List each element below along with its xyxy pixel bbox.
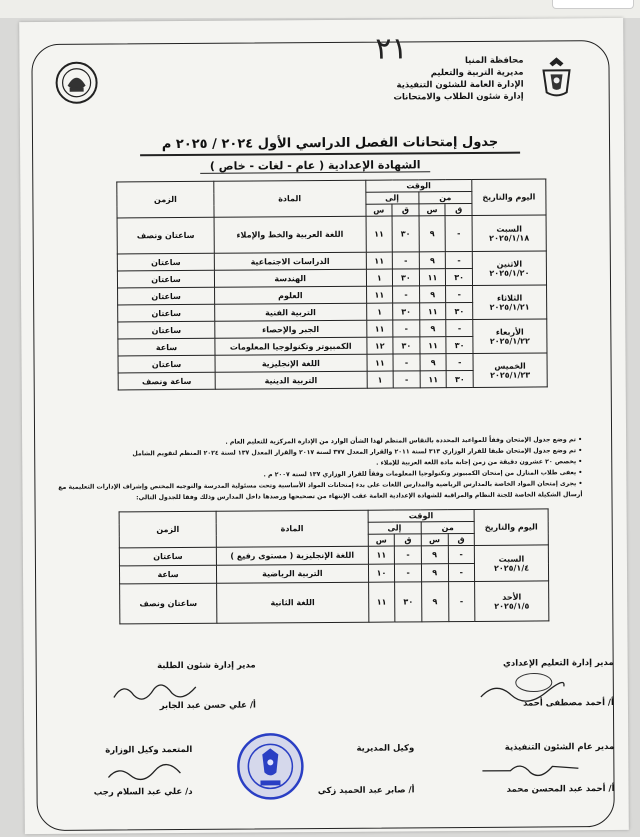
handwritten-signature-icon (110, 677, 200, 708)
from-minute-cell: ٣٠ (446, 370, 473, 387)
note-item: • يخصص ٢٠ عشرون دقيقة من زمن إجابة مادة اللغة العربية للإملاء . (376, 458, 583, 467)
date-label: ٢٠٢٥/١/٢٢ (489, 336, 530, 346)
from-hour-cell: ١١ (419, 303, 446, 320)
from-minute-cell: ٣٠ (446, 336, 473, 353)
col-header-q: ق (445, 203, 472, 215)
from-hour-cell: ٩ (419, 216, 446, 252)
signature-directorate-deputy (318, 741, 415, 798)
document-page (19, 18, 629, 834)
subject-cell: اللغة الثانية (217, 582, 369, 623)
subject-cell: العلوم (215, 286, 367, 304)
corner-button[interactable] (552, 0, 634, 9)
subject-cell: اللغة العربية والخط والإملاء (214, 216, 366, 253)
duration-cell: ساعتان (118, 321, 215, 339)
col-header-day-date: اليوم والتاريخ (472, 179, 546, 216)
from-hour-cell: ٩ (420, 354, 447, 371)
duration-cell: ساعة (118, 338, 215, 356)
from-minute-cell: - (446, 319, 473, 336)
handwritten-page-number: ٢١ (375, 31, 408, 67)
to-minute-cell: - (395, 564, 422, 582)
from-minute-cell: - (445, 215, 472, 251)
to-minute-cell: - (393, 286, 420, 303)
signature-title: مدير إدارة التعليم الإعدادي (502, 657, 614, 669)
from-minute-cell: - (448, 545, 475, 563)
day-date-cell (475, 581, 549, 622)
date-label: ٢٠٢٥/١/٥ (494, 601, 530, 611)
day-date-cell (473, 319, 547, 354)
subject-cell: الجبر والإحصاء (215, 320, 367, 338)
day-date-cell (474, 545, 548, 582)
duration-cell: ساعة ونصف (118, 372, 215, 390)
to-minute-cell: - (395, 546, 422, 564)
col-header-s: س (419, 204, 446, 216)
from-minute-cell: - (446, 251, 473, 268)
subject-cell: التربية الفنية (215, 303, 367, 321)
duration-cell: ساعة (119, 565, 216, 584)
subject-cell: الكمبيوتر وتكنولوجيا المعلومات (215, 337, 367, 355)
to-hour-cell: ١١ (366, 286, 393, 303)
day-label: الأربعاء (495, 327, 524, 337)
col-header-s: س (368, 534, 395, 546)
to-minute-cell: ٣٠ (393, 269, 420, 286)
official-stamp-icon (236, 732, 304, 800)
handwritten-signature-icon (476, 668, 566, 705)
note-item: • تم وضع جدول الإمتحان طبقا للقرار الوزاري ٣١٣ لسنة ٢٠١١ والقرار المعدل ٣٧٧ لسنة ٢٠١٧ والقرار المعدل ١٣٧ لسنة ٢٠٢٤ المنظم لتقويم الشامل (132, 447, 583, 458)
from-minute-cell: - (446, 285, 473, 302)
from-minute-cell: - (448, 581, 475, 621)
to-minute-cell: ٣٠ (393, 303, 420, 320)
col-header-duration: الزمن (119, 511, 216, 548)
duration-cell: ساعتان (118, 355, 215, 373)
col-header-duration: الزمن (117, 181, 214, 218)
to-hour-cell: ١١ (366, 216, 393, 252)
day-date-cell (473, 353, 547, 388)
signature-title: وكيل المديرية (356, 743, 415, 754)
day-date-cell (472, 251, 546, 286)
to-minute-cell: - (393, 371, 420, 388)
day-label: السبت (498, 554, 525, 564)
date-label: ٢٠٢٥/١/٢٣ (490, 370, 531, 380)
subject-cell: التربية الدينية (215, 371, 367, 389)
subject-cell: اللغة الإنجليزية (215, 354, 367, 372)
col-header-subject: المادة (214, 180, 366, 217)
col-header-from: من (421, 521, 474, 533)
signature-name: أ/ أحمد عبد المحسن محمد (506, 783, 615, 795)
duration-cell: ساعتان (119, 547, 216, 566)
to-hour-cell: ١٠ (368, 564, 395, 582)
col-header-time: الوقت (368, 509, 475, 522)
from-hour-cell: ٩ (421, 582, 448, 622)
note-item: • تم وضع جدول الإمتحان وفقاً للمواعيد المحددة بالتقاس المنظم لهذا الشأن الوارد من الإدارة المركزية للتعليم العام . (225, 436, 583, 446)
from-minute-cell: - (446, 353, 473, 370)
to-minute-cell: ٣٠ (392, 216, 419, 252)
to-minute-cell: ٣٠ (393, 337, 420, 354)
col-header-to: إلى (368, 522, 421, 534)
signature-title: مدير إدارة شئون الطلبة (157, 660, 256, 672)
header-line: محافظة المنيا (464, 55, 524, 67)
date-label: ٢٠٢٥/١/٢٠ (489, 268, 530, 278)
subject-cell: الدراسات الاجتماعية (214, 252, 366, 270)
to-hour-cell: ١١ (368, 582, 395, 622)
notes-block (36, 434, 582, 504)
note-text: أرسال الشكيلة الخاصة للجنة النظام والمراقبة للشهادة الإعدادية العامة عقب الإنتهاء من تصحيحها ورصدها داخل المدارس وذلك وفقا للجدول التالي: (136, 491, 583, 502)
duration-cell: ساعتان ونصف (117, 217, 214, 254)
directorate-logo-icon (53, 60, 99, 106)
from-hour-cell: ٩ (421, 564, 448, 582)
certificate-subtitle: الشهادة الإعدادية ( عام - لغات - خاص ) (200, 158, 430, 174)
date-label: ٢٠٢٥/١/١٨ (489, 233, 530, 243)
day-label: الخميس (494, 361, 526, 371)
subject-cell: الهندسة (214, 269, 366, 287)
date-label: ٢٠٢٥/١/٤ (493, 563, 530, 573)
handwritten-signature-icon (480, 756, 580, 783)
duration-cell: ساعتان (117, 270, 214, 288)
day-label: الثلاثاء (496, 293, 523, 303)
governorate-emblem-icon (533, 54, 579, 100)
from-minute-cell: - (448, 563, 475, 581)
col-header-q: ق (392, 204, 419, 216)
date-label: ٢٠٢٥/١/٢١ (489, 302, 530, 312)
to-hour-cell: ١١ (366, 320, 393, 337)
duration-cell: ساعتان (118, 287, 215, 305)
note-item: • يجرى إمتحان المواد الخاصة بالمدارس الرياضية والمدارس اللغات على بدء إمتحانات المواد الأساسية وتحت مسئولية المدرسة والتوجيه المختص وإشراف الإدارات التعليمية مع (58, 480, 583, 491)
from-hour-cell: ٩ (421, 546, 448, 564)
signature-name: أ/ علي حسن عبد الجابر (159, 700, 256, 712)
browser-topbar (0, 0, 640, 18)
col-header-subject: المادة (216, 510, 368, 547)
note-text: يخصص ٢٠ عشرون دقيقة من زمن إجابة مادة اللغة العربية للإملاء . (376, 458, 577, 467)
to-minute-cell: - (392, 252, 419, 269)
to-hour-cell: ١ (367, 371, 394, 388)
day-date-cell (472, 285, 546, 320)
signature-title: مدير عام الشئون التنفيذية (504, 741, 615, 753)
duration-cell: ساعتان (117, 253, 214, 271)
from-hour-cell: ٩ (419, 320, 446, 337)
handwritten-signature-icon (104, 759, 184, 786)
to-hour-cell: ١١ (368, 546, 395, 564)
day-label: الأحد (502, 592, 522, 602)
duration-cell: ساعتان ونصف (120, 583, 217, 624)
to-hour-cell: ١٢ (366, 337, 393, 354)
from-hour-cell: ١١ (420, 371, 447, 388)
note-text: يعفى طلاب المنازل من إمتحان الكمبيوتر وتكنولوجيا المعلومات وفقاً للقرار الوزاري ١٣٧ لسنة ٢٠٠٧ م . (263, 469, 577, 479)
col-header-from: من (419, 191, 472, 203)
from-hour-cell: ٩ (419, 286, 446, 303)
from-hour-cell: ١١ (419, 269, 446, 286)
special-exam-table (119, 508, 550, 624)
col-header-day-date: اليوم والتاريخ (474, 509, 548, 546)
note-text: تم وضع جدول الإمتحان طبقا للقرار الوزاري ٣١٣ لسنة ٢٠١١ والقرار المعدل ٣٧٧ لسنة ٢٠١٧ والقرار المعدل ١٣٧ لسنة ٢٠٢٤ المنظم لتقويم الشامل (132, 447, 577, 458)
from-minute-cell: ٣٠ (446, 268, 473, 285)
signature-title: المتعمد وكيل الوزارة (105, 744, 193, 756)
col-header-q: ق (448, 533, 475, 545)
exam-schedule-table (116, 178, 547, 390)
col-header-time: الوقت (365, 179, 472, 192)
day-label: الاثنين (496, 259, 523, 269)
to-minute-cell: - (393, 320, 420, 337)
duration-cell: ساعتان (118, 304, 215, 322)
signature-name: د/ علي عبد السلام رجب (93, 786, 193, 798)
to-minute-cell: - (393, 354, 420, 371)
to-hour-cell: ١١ (366, 252, 393, 269)
header-line: مديرية التربية والتعليم (430, 67, 524, 79)
note-text: يجرى إمتحان المواد الخاصة بالمدارس الرياضية والمدارس اللغات على بدء إمتحانات المواد الأساسية وتحت مسئولية المدرسة والتوجيه المختص وإشراف الإدارات التعليمية مع (58, 480, 577, 491)
from-minute-cell: ٣٠ (446, 302, 473, 319)
to-hour-cell: ١ (366, 303, 393, 320)
col-header-to: إلى (365, 192, 418, 204)
note-item: • يعفى طلاب المنازل من إمتحان الكمبيوتر وتكنولوجيا المعلومات وفقاً للقرار الوزاري ١٣٧ لسنة ٢٠٠٧ م . (263, 469, 583, 479)
header-block (393, 55, 524, 104)
day-label: السبت (496, 224, 522, 234)
col-header-q: ق (395, 534, 422, 546)
subject-cell: اللغة الإنجليزية ( مستوى رفيع ) (216, 546, 368, 565)
subject-cell: التربية الرياضية (217, 564, 369, 583)
header-line: الإدارة العامة للشئون التنفيذية (396, 79, 524, 91)
header-line: إدارة شئون الطلاب والامتحانات (393, 91, 524, 103)
note-text: تم وضع جدول الإمتحان وفقاً للمواعيد المحددة بالتقاس المنظم لهذا الشأن الوارد من الإدارة المركزية للتعليم العام . (225, 436, 577, 446)
schedule-title: جدول إمتحانات الفصل الدراسي الأول ٢٠٢٤ / ٢٠٢٥ م (140, 135, 520, 157)
from-hour-cell: ١١ (420, 337, 447, 354)
day-date-cell (472, 215, 546, 252)
to-hour-cell: ١ (366, 269, 393, 286)
to-hour-cell: ١١ (366, 354, 393, 371)
col-header-s: س (365, 204, 392, 216)
from-hour-cell: ٩ (419, 252, 446, 269)
signature-name: أ/ أحمد مصطفى أحمد (523, 697, 614, 709)
signature-name: أ/ صابر عبد الحميد زكي (317, 785, 415, 797)
to-minute-cell: ٣٠ (395, 582, 422, 622)
col-header-s: س (421, 534, 448, 546)
